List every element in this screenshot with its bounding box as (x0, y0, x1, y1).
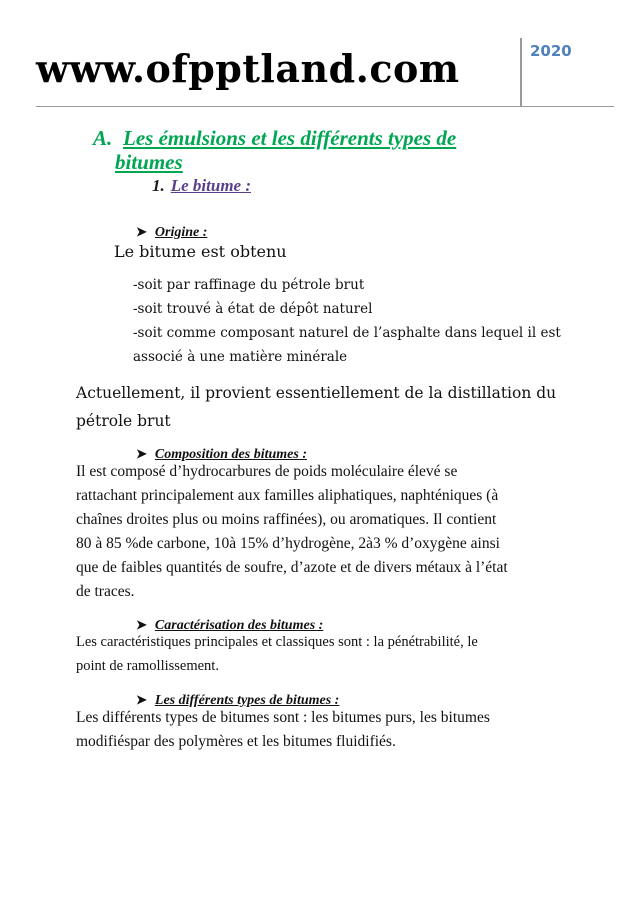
actuellement-line2: pétrole brut (76, 412, 171, 430)
arrow-bullet-icon: ➤ (136, 446, 147, 461)
actuellement-line1: Actuellement, il provient essentiellement de la distillation du (76, 384, 557, 402)
composition-line: que de faibles quantités de soufre, d’azote et de divers métaux à l’état (76, 559, 508, 576)
section-a-title-line2: bitumes (115, 150, 183, 174)
header-divider-vertical (520, 38, 522, 106)
site-header-title: www.ofpptland.com (36, 46, 460, 91)
types-bullet (136, 692, 339, 709)
origine-label: Origine : (154, 225, 208, 240)
arrow-bullet-icon: ➤ (136, 224, 147, 239)
section-1-heading (152, 176, 251, 196)
types-line: modifiéspar des polymères et les bitumes fluidifiés. (76, 733, 396, 750)
composition-line: Il est composé d’hydrocarbures de poids moléculaire élevé se (76, 463, 458, 480)
composition-bullet (136, 446, 307, 463)
header-year: 2020 (530, 42, 572, 60)
composition-line: de traces. (76, 583, 135, 600)
origine-item: -soit par raffinage du pétrole brut (133, 277, 365, 293)
caracterisation-label: Caractérisation des bitumes : (154, 618, 324, 633)
section-1-number: 1. (152, 176, 165, 195)
origine-item: -soit comme composant naturel de l’asphalte dans lequel il est (133, 325, 561, 341)
composition-label: Composition des bitumes : (154, 447, 307, 462)
header-divider-horizontal (36, 106, 614, 107)
types-line: Les différents types de bitumes sont : les bitumes purs, les bitumes (76, 709, 490, 726)
types-label: Les différents types de bitumes : (154, 693, 340, 708)
composition-line: rattachant principalement aux familles aliphatiques, naphténiques (à (76, 487, 499, 504)
composition-line: 80 à 85 %de carbone, 10à 15% d’hydrogène, 2à3 % d’oxygène ainsi (76, 535, 500, 552)
origine-intro: Le bitume est obtenu (114, 242, 287, 261)
origine-bullet (136, 224, 207, 241)
section-a-title-line1: Les émulsions et les différents types de (123, 126, 457, 150)
caracterisation-line: point de ramollissement. (76, 658, 219, 674)
section-a-heading (93, 126, 513, 174)
section-1-title: Le bitume : (170, 176, 252, 195)
section-a-number: A. (93, 126, 113, 150)
origine-item: -soit trouvé à état de dépôt naturel (133, 301, 373, 317)
caracterisation-line: Les caractéristiques principales et classiques sont : la pénétrabilité, le (76, 634, 478, 650)
caracterisation-bullet (136, 617, 323, 634)
arrow-bullet-icon: ➤ (136, 617, 147, 632)
arrow-bullet-icon: ➤ (136, 692, 147, 707)
composition-line: chaînes droites plus ou moins raffinées), ou aromatiques. Il contient (76, 511, 497, 528)
origine-item: associé à une matière minérale (133, 349, 348, 365)
